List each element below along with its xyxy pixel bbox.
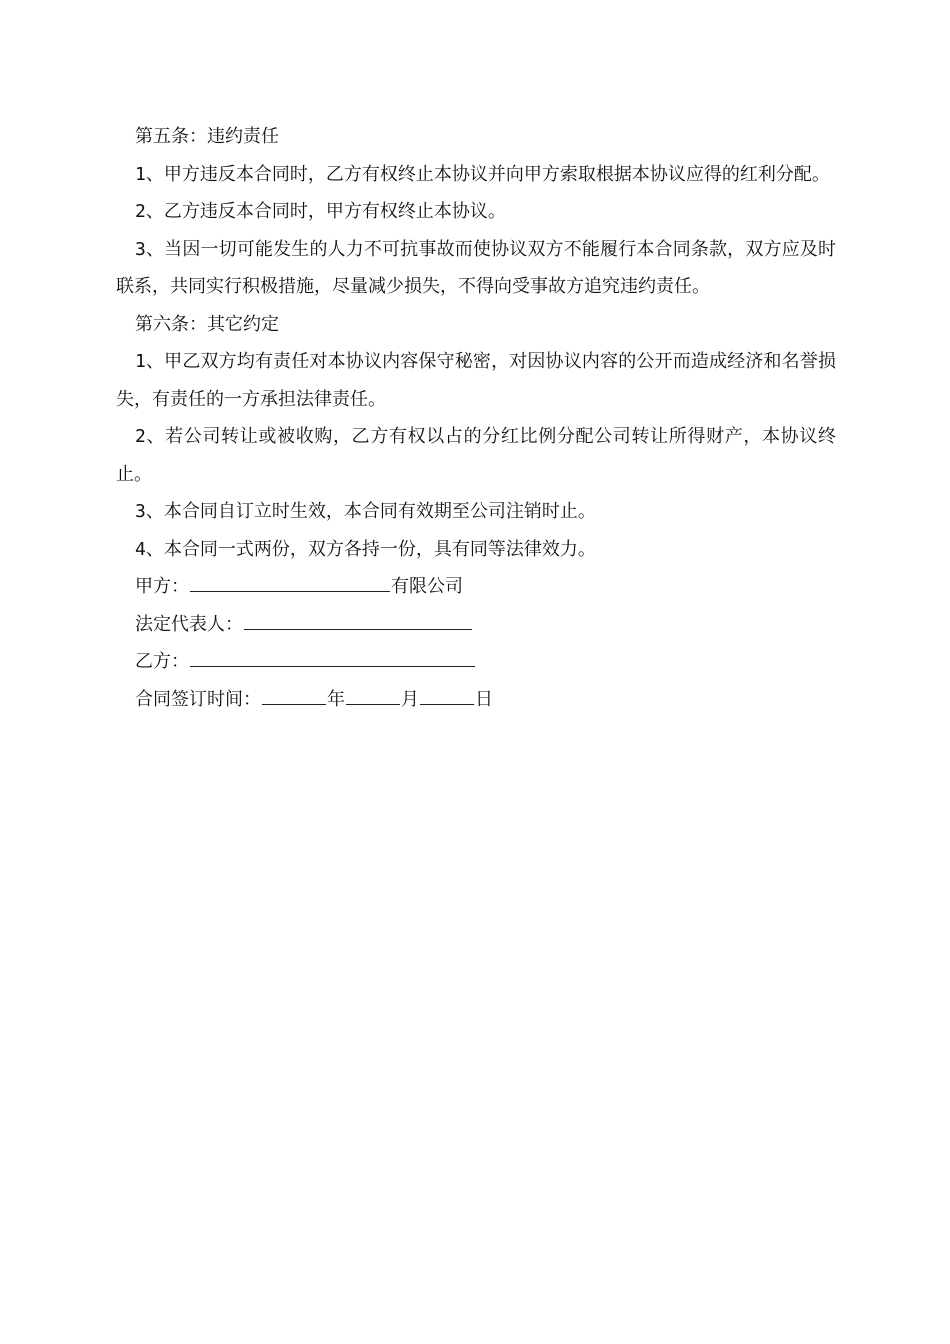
article-5-clause-1: 1、甲方违反本合同时，乙方有权终止本协议并向甲方索取根据本协议应得的红利分配。 bbox=[135, 163, 830, 185]
date-label: 合同签订时间： bbox=[135, 688, 261, 710]
legal-rep-signature-line bbox=[116, 606, 836, 644]
document-body bbox=[116, 118, 836, 718]
party-a-signature-line bbox=[116, 568, 836, 606]
article-6-clause-1: 1、甲乙双方均有责任对本协议内容保守秘密，对因协议内容的公开而造成经济和名誉损失，有责任的一方承担法律责任。 bbox=[116, 351, 836, 410]
year-blank bbox=[262, 687, 326, 705]
article-5-heading: 第五条：违约责任 bbox=[135, 126, 279, 147]
month-unit: 月 bbox=[401, 688, 419, 710]
month-blank bbox=[346, 687, 400, 705]
article-6-clause-4: 4、本合同一式两份，双方各持一份，具有同等法律效力。 bbox=[135, 538, 596, 560]
legal-rep-label: 法定代表人： bbox=[135, 613, 243, 635]
party-b-blank bbox=[190, 649, 475, 667]
signing-date-line bbox=[116, 681, 836, 719]
year-unit: 年 bbox=[327, 688, 345, 710]
party-a-label: 甲方： bbox=[135, 576, 189, 597]
article-5-clause-3: 3、当因一切可能发生的人力不可抗事故而使协议双方不能履行本合同条款，双方应及时联系，共同实行积极措施，尽量减少损失，不得向受事故方追究违约责任。 bbox=[116, 238, 836, 297]
day-unit: 日 bbox=[475, 688, 493, 710]
day-blank bbox=[420, 687, 474, 705]
party-b-signature-line bbox=[116, 643, 836, 681]
party-b-label: 乙方： bbox=[135, 651, 189, 672]
party-a-suffix: 有限公司 bbox=[391, 576, 463, 597]
article-5-clause-2: 2、乙方违反本合同时，甲方有权终止本协议。 bbox=[135, 201, 506, 222]
article-6-clause-3: 3、本合同自订立时生效，本合同有效期至公司注销时止。 bbox=[135, 501, 596, 522]
party-a-name-blank bbox=[190, 574, 390, 592]
legal-rep-blank bbox=[244, 612, 472, 630]
article-6-clause-2: 2、若公司转让或被收购，乙方有权以占的分红比例分配公司转让所得财产，本协议终止。 bbox=[116, 426, 836, 485]
article-6-heading: 第六条：其它约定 bbox=[135, 313, 279, 335]
